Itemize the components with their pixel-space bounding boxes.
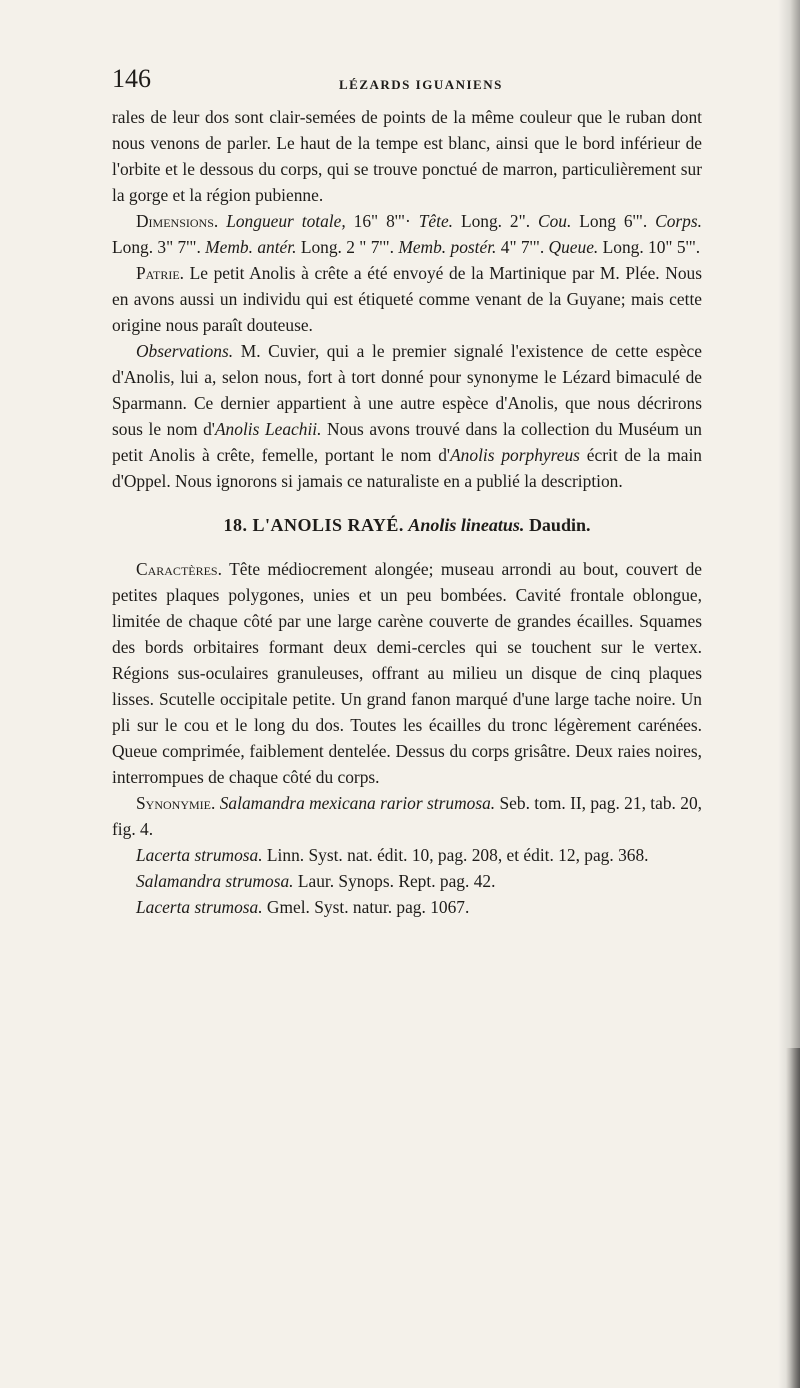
page-content <box>112 64 702 920</box>
measure-value: 4" 7'". <box>496 237 549 257</box>
species-name: Anolis porphyreus <box>450 445 580 465</box>
paragraph-text: Tête médiocrement alongée; museau arrondi au bout, couvert de petites plaques polygones, unies et un peu bombées. Cavité frontale oblongue, limitée de chaque côté par une large carène couverte de grandes écailles. Squames des bords orbitaires formant deux demi-cercles qui se touchent sur le vertex. Régions sus-oculaires granuleuses, offrant au milieu un disque de cinq plaques lisses. Scutelle occipitale petite. Un grand fanon marqué d'une large tache noire. Un pli sur le cou et le long du dos. Toutes les écailles du tronc légèrement carénées. Queue comprimée, faiblement dentelée. Dessus du corps grisâtre. Deux raies noires, interrompues de chaque côté du corps. <box>112 559 702 787</box>
synonym-name: Salamandra mexicana rarior strumosa. <box>219 793 496 813</box>
species-author: Daudin. <box>528 515 591 535</box>
measure-label: Memb. postér. <box>398 237 497 257</box>
measure-value: Long. 10" 5'". <box>598 237 701 257</box>
paragraph-text: écrit de la main d'Oppel. Nous ignorons si jamais ce naturaliste en a publié la description. <box>112 445 702 491</box>
paragraph-description-continued: rales de leur dos sont clair-semées de points de la même couleur que le ruban dont nous venons de parler. Le haut de la tempe est blanc, ainsi que le bord inférieur de l'orbite et le dessous du corps, qui se trouve ponctué de marron, particulièrement sur la gorge et la région pubienne. <box>112 107 702 205</box>
measure-value: Long 6'". <box>571 211 656 231</box>
synonym-reference: Seb. tom. II, pag. 21, tab. 20, fig. 4. <box>112 793 702 839</box>
section-label: Synonymie. <box>136 793 216 813</box>
running-title: LÉZARDS IGUANIENS <box>339 77 503 92</box>
measure-label: Queue. <box>548 237 599 257</box>
synonym-name: Lacerta strumosa. <box>136 897 263 917</box>
measure-value: Long. 2". <box>453 211 538 231</box>
measure-value: Long. 2 " 7'". <box>296 237 399 257</box>
paragraph-dimensions <box>112 208 702 260</box>
measure-value: Long. 3" 7'". <box>112 237 206 257</box>
section-label: Caractères. <box>136 559 222 579</box>
section-label: Patrie. <box>136 263 185 283</box>
section-label: Dimensions. <box>136 211 219 231</box>
paragraph-text: Nous avons trouvé dans la collection du Muséum un petit Anolis à crête, femelle, portant le nom d' <box>112 419 702 465</box>
section-label: Observations. <box>136 341 234 361</box>
paragraph-synonym <box>112 894 702 920</box>
paragraph-observations <box>112 338 702 494</box>
synonym-reference: Laur. Synops. Rept. pag. 42. <box>293 871 496 891</box>
species-title: 18. L'ANOLIS RAYÉ. <box>223 515 404 535</box>
paragraph-text: Le petit Anolis à crête a été envoyé de la Martinique par M. Plée. Nous en avons aussi un individu qui est étiqueté comme venant de la Guyane; mais cette origine nous paraît douteuse. <box>112 263 702 335</box>
measure-label: Cou. <box>538 211 572 231</box>
paragraph-patrie <box>112 260 702 338</box>
species-name: Anolis Leachii. <box>214 419 322 439</box>
measure-label: Memb. antér. <box>205 237 297 257</box>
paragraph-text: M. Cuvier, qui a le premier signalé l'existence de cette espèce d'Anolis, lui a, selon nous, fort à tort donné pour synonyme le Lézard bimaculé de Sparmann. Ce dernier appartient à une autre espèce d'Anolis, que nous décrirons sous le nom d' <box>112 341 702 439</box>
measure-label: Longueur totale, <box>226 211 346 231</box>
paragraph-synonym <box>112 868 702 894</box>
paragraph-synonym <box>112 842 702 868</box>
paragraph-synonymie <box>112 790 702 842</box>
page-number: 146 <box>112 64 151 93</box>
synonym-name: Salamandra strumosa. <box>136 871 294 891</box>
synonym-reference: Gmel. Syst. natur. pag. 1067. <box>262 897 470 917</box>
synonym-name: Lacerta strumosa. <box>136 845 263 865</box>
measure-label: Tête. <box>418 211 454 231</box>
synonym-reference: Linn. Syst. nat. édit. 10, pag. 208, et édit. 12, pag. 368. <box>262 845 649 865</box>
measure-label: Corps. <box>655 211 702 231</box>
measure-value: 16" 8'"· <box>345 211 419 231</box>
page-edge-shadow-bottom <box>786 1048 800 1388</box>
running-head <box>112 64 702 104</box>
species-latin-name: Anolis lineatus. <box>408 515 525 535</box>
paragraph-caracteres <box>112 556 702 790</box>
species-heading <box>112 512 702 538</box>
